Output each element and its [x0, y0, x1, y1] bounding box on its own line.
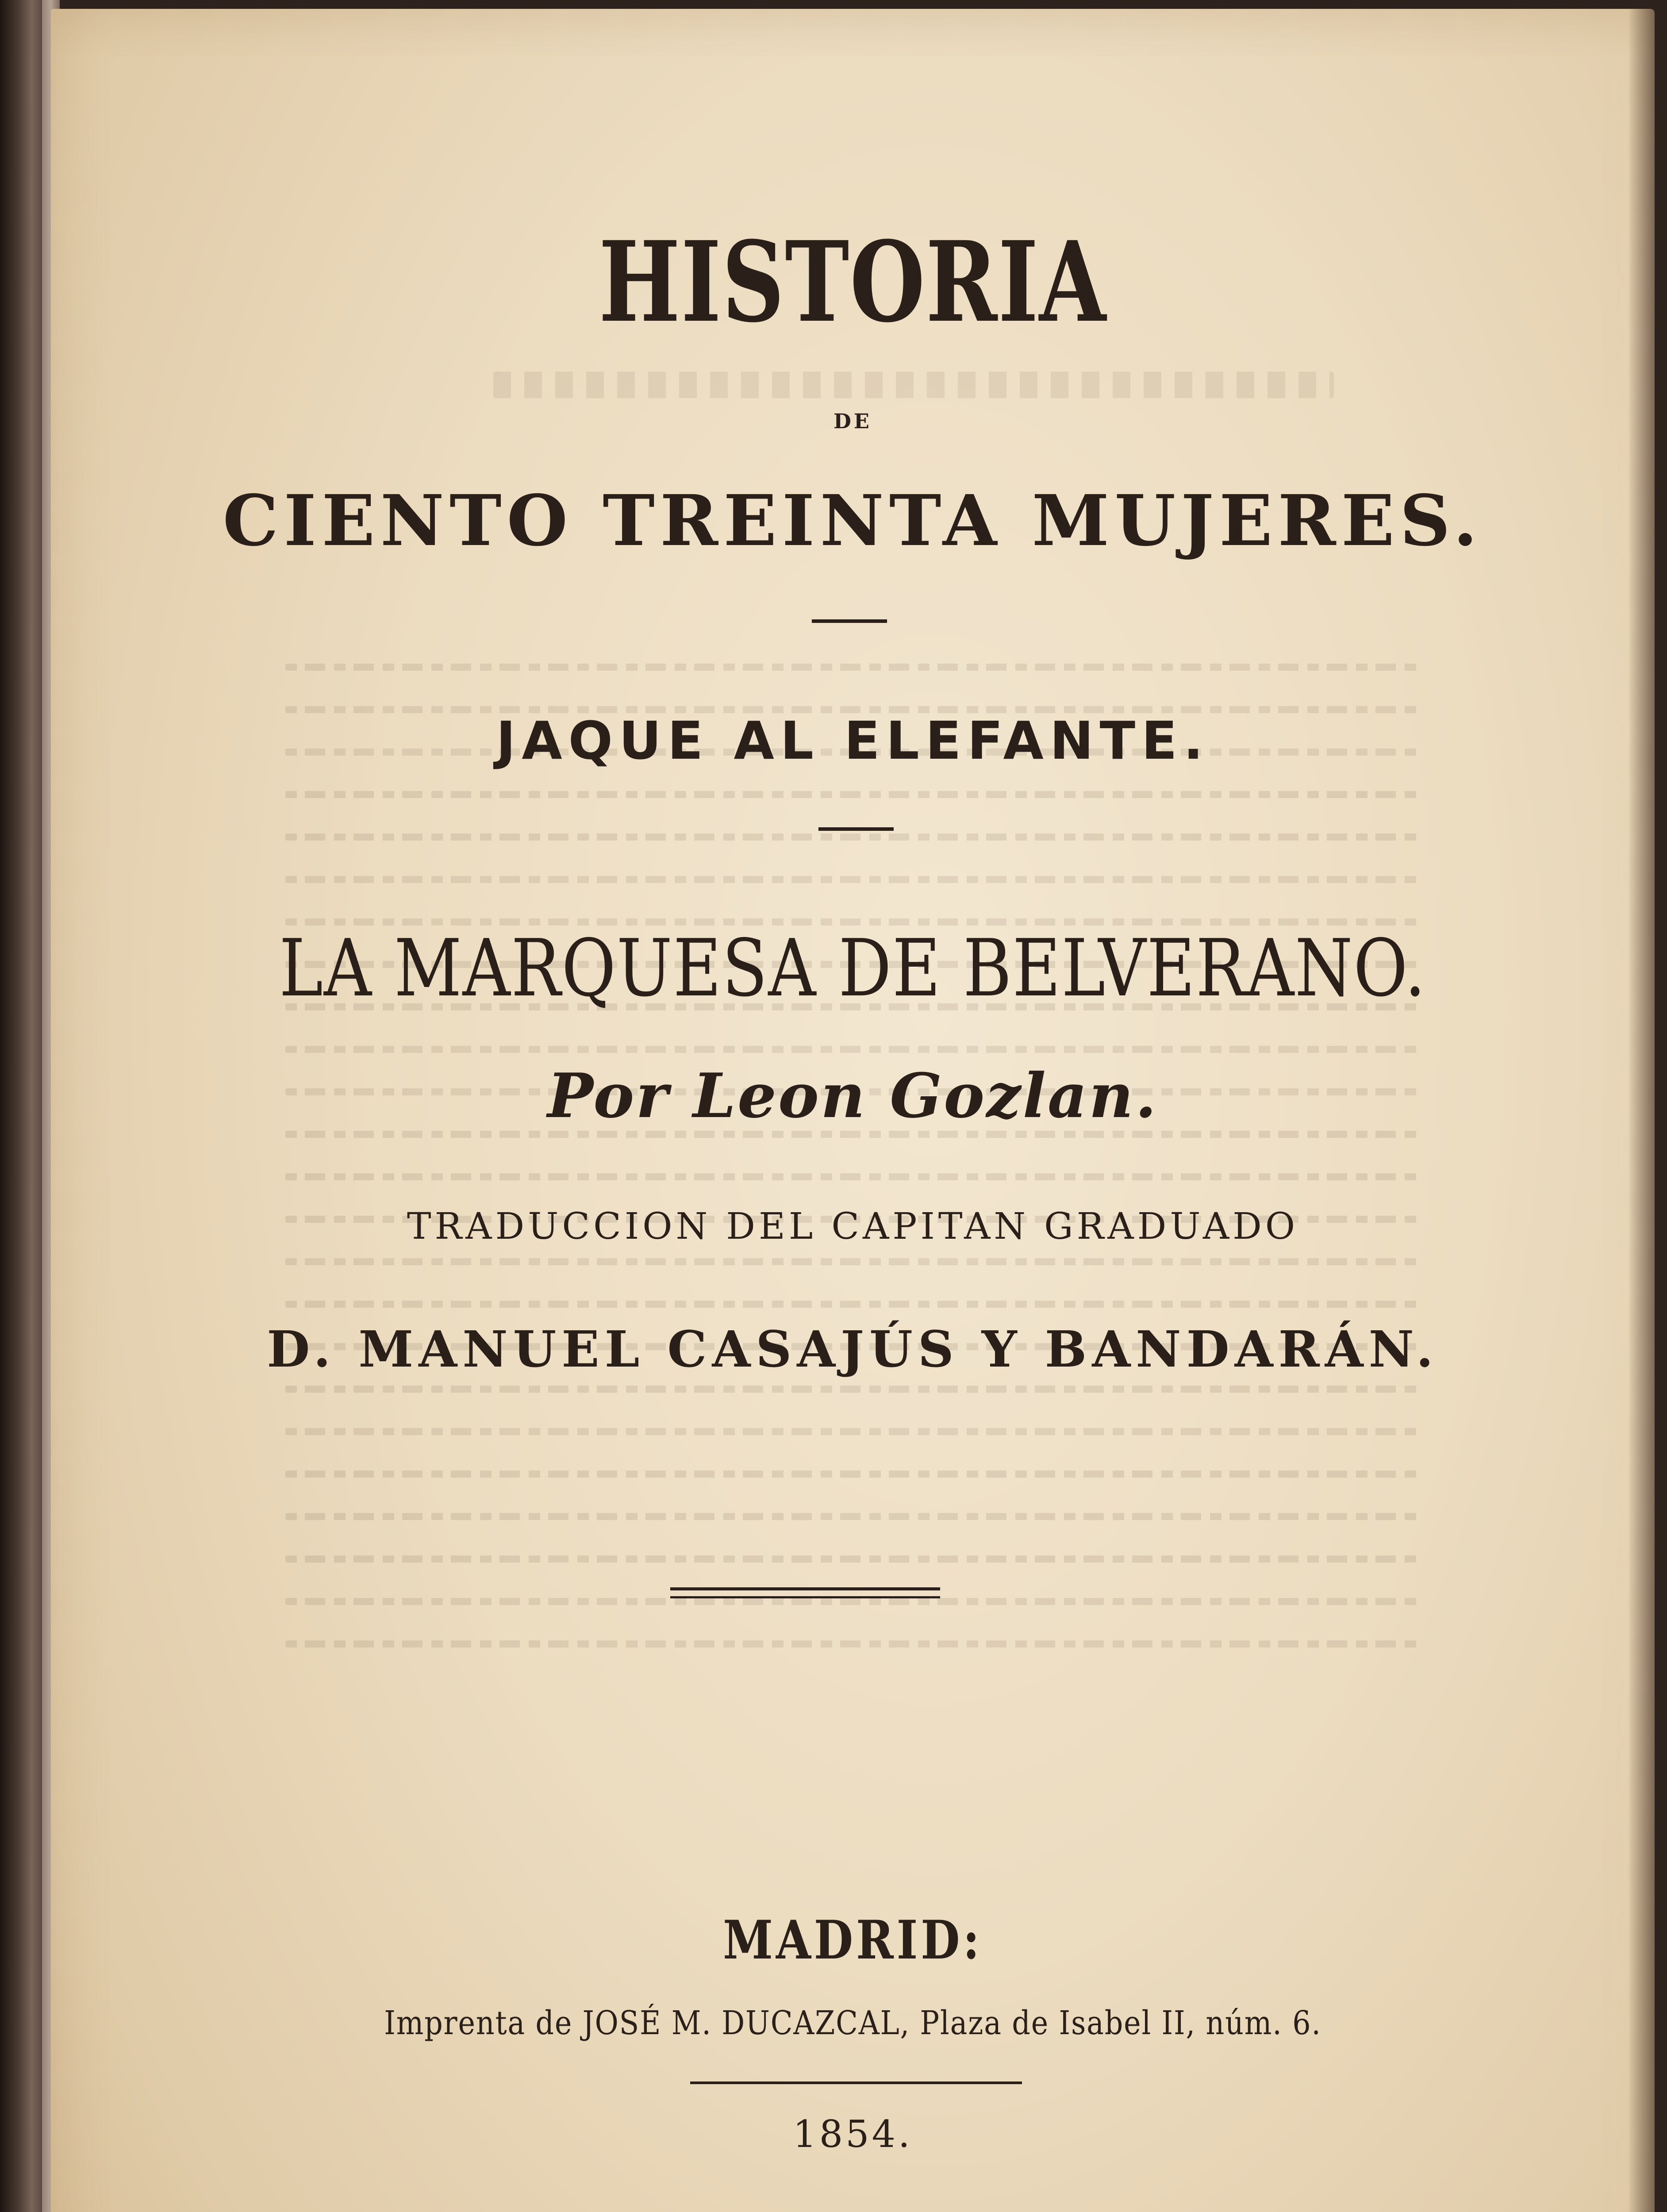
publication-place: MADRID:	[723, 1909, 983, 1971]
show-through-heading	[493, 372, 1334, 398]
book-title-connector: DE	[834, 409, 872, 433]
translator-name: D. MANUEL CASAJÚS Y BANDARÁN.	[267, 1321, 1439, 1379]
divider-rule	[812, 619, 887, 623]
printer-imprint: Imprenta de JOSÉ M. DUCAZCAL, Plaza de Isabel II, núm. 6.	[384, 2004, 1321, 2042]
page-edge-shadow	[1628, 9, 1655, 2212]
subtitle-marquesa: LA MARQUESA DE BELVERANO.	[279, 922, 1427, 1014]
divider-rule	[818, 827, 894, 831]
book-title-rest: CIENTO TREINTA MUJERES.	[223, 480, 1483, 562]
author-line: Por Leon Gozlan.	[547, 1060, 1158, 1132]
divider-rule	[690, 2081, 1022, 2084]
publication-year: 1854.	[793, 2112, 913, 2156]
subtitle-jaque-al-elefante: JAQUE AL ELEFANTE.	[496, 710, 1210, 771]
title-page	[51, 9, 1655, 2212]
double-rule-bottom	[670, 1596, 940, 1598]
double-rule-top	[670, 1587, 940, 1590]
book-title-main: HISTORIA	[599, 217, 1107, 347]
translation-credit: TRADUCCION DEL CAPITAN GRADUADO	[407, 1206, 1299, 1248]
